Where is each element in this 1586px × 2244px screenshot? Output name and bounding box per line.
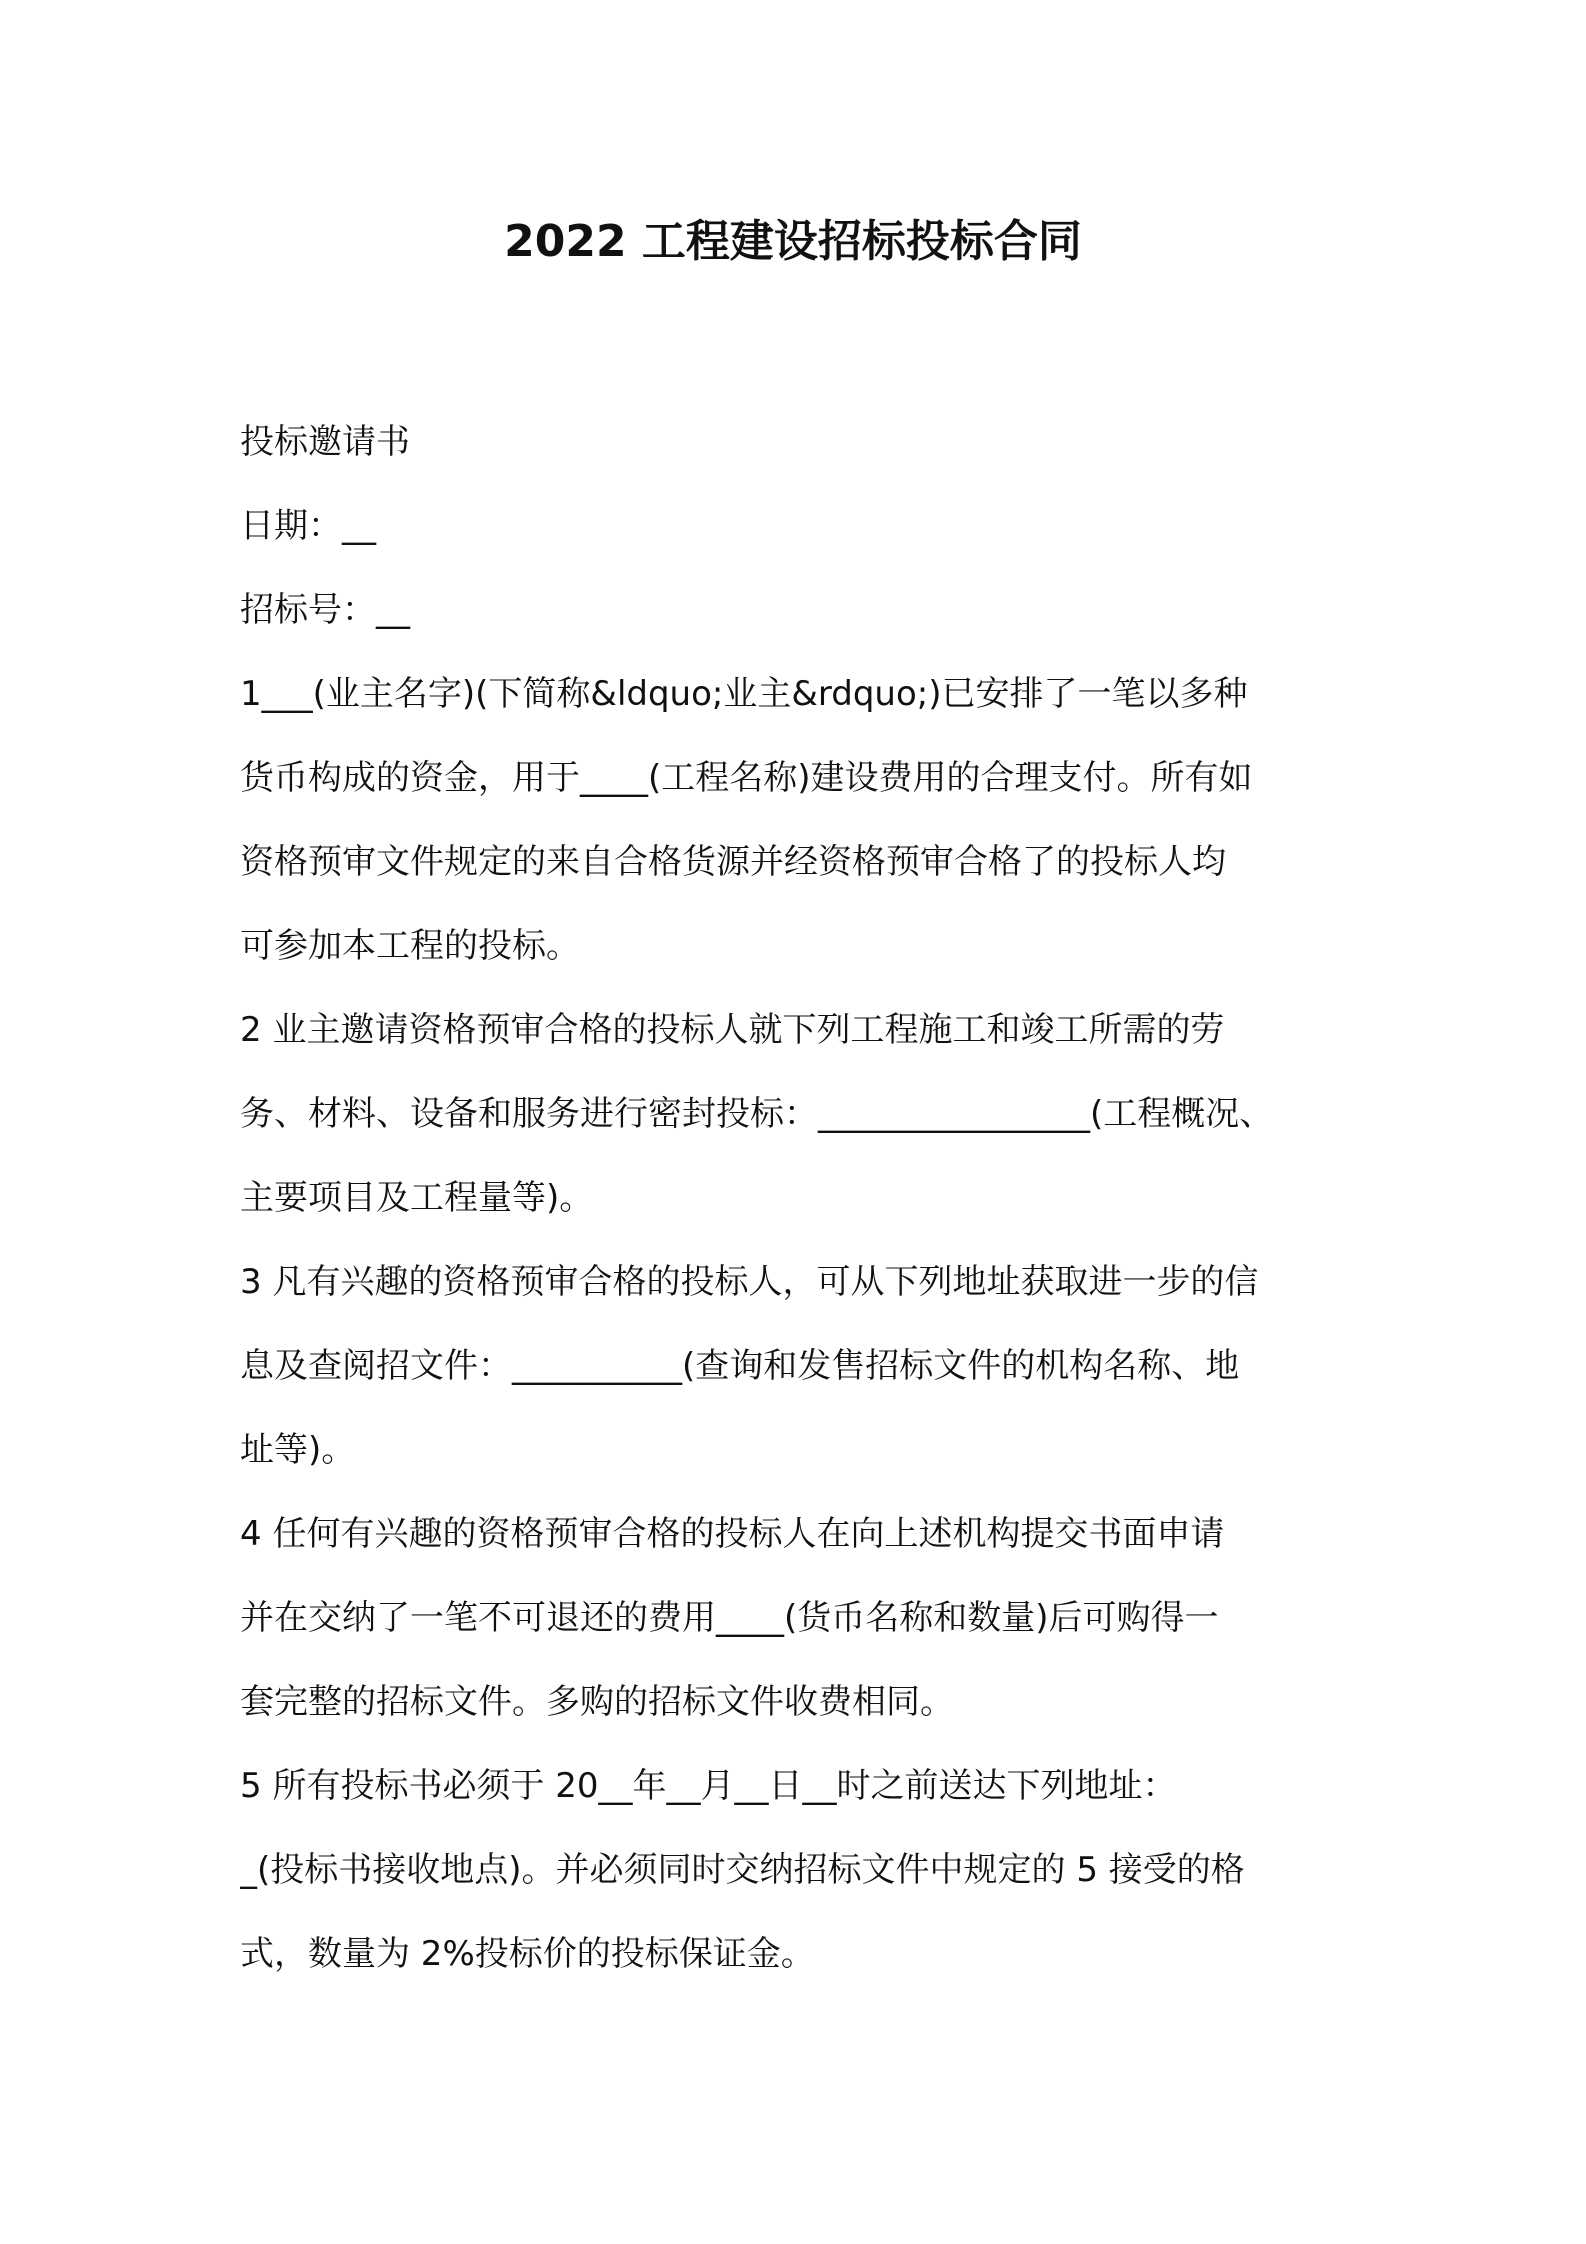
paragraph-4-line-2: 并在交纳了一笔不可退还的费用____(货币名称和数量)后可购得一	[240, 1598, 1219, 1638]
paragraph-4-line-1: 4 任何有兴趣的资格预审合格的投标人在向上述机构提交书面申请	[240, 1514, 1225, 1554]
paragraph-3-line-1: 3 凡有兴趣的资格预审合格的投标人，可从下列地址获取进一步的信	[240, 1262, 1259, 1302]
paragraph-1-line-3: 资格预审文件规定的来自合格货源并经资格预审合格了的投标人均	[240, 842, 1226, 882]
heading-invitation: 投标邀请书	[240, 422, 410, 462]
date-line: 日期：__	[240, 506, 376, 546]
document-body	[240, 400, 1352, 1996]
paragraph-1-line-4: 可参加本工程的投标。	[240, 926, 580, 966]
paragraph-3-line-2: 息及查阅招文件：__________(查询和发售招标文件的机构名称、地	[240, 1346, 1240, 1386]
paragraph-2-line-3: 主要项目及工程量等)。	[240, 1178, 594, 1218]
paragraph-5-line-2: _(投标书接收地点)。并必须同时交纳招标文件中规定的 5 接受的格	[240, 1850, 1245, 1890]
document-title: 2022 工程建设招标投标合同	[504, 216, 1082, 267]
paragraph-4-line-3: 套完整的招标文件。多购的招标文件收费相同。	[240, 1682, 954, 1722]
paragraph-2-line-2: 务、材料、设备和服务进行密封投标：________________(工程概况、	[240, 1094, 1274, 1134]
paragraph-1-line-2: 货币构成的资金，用于____(工程名称)建设费用的合理支付。所有如	[240, 758, 1253, 798]
paragraph-1-line-1: 1___(业主名字)(下简称&ldquo;业主&rdquo;)已安排了一笔以多种	[240, 674, 1248, 714]
paragraph-2-line-1: 2 业主邀请资格预审合格的投标人就下列工程施工和竣工所需的劳	[240, 1010, 1225, 1050]
paragraph-5-line-3: 式，数量为 2%投标价的投标保证金。	[240, 1934, 815, 1974]
tender-number-line: 招标号：__	[240, 590, 410, 630]
paragraph-3-line-3: 址等)。	[240, 1430, 356, 1470]
paragraph-5-line-1: 5 所有投标书必须于 20__年__月__日__时之前送达下列地址：	[240, 1766, 1177, 1806]
